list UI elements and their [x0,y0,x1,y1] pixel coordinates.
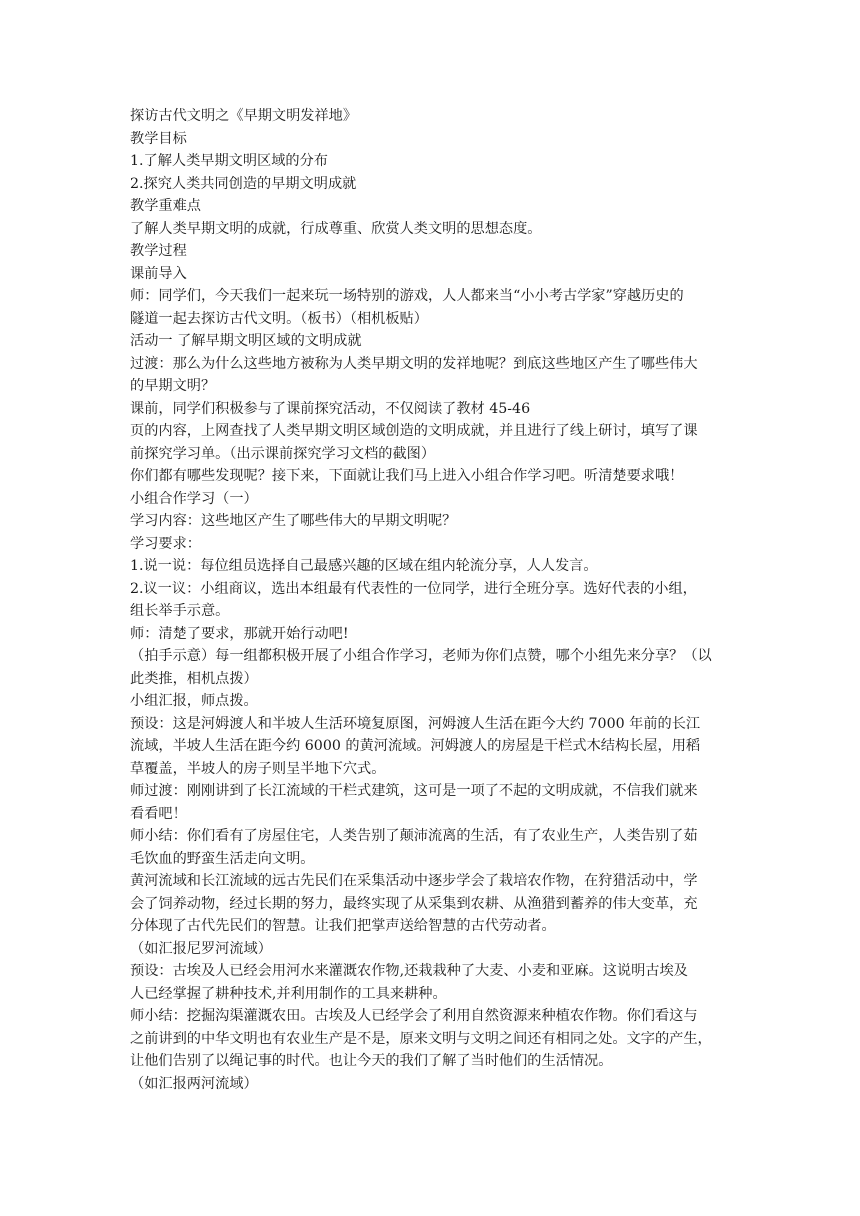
text-line: 师：清楚了要求，那就开始行动吧! [130,625,349,642]
text-line: 2.议一议：小组商议，选出本组最有代表性的一位同学，进行全班分享。选好代表的小组， [130,580,697,597]
text-line: 黄河流域和长江流域的远古先民们在采集活动中逐步学会了栽培农作物，在狩猎活动中，学 [130,873,698,889]
text-line: 预设：古埃及人已经会用河水来灌溉农作物,还栽栽种了大麦、小麦和亚麻。这说明古埃及 [130,963,688,979]
text-line: 前探究学习单。（出示课前探究学习文档的截图） [130,445,436,462]
text-line: 2.探究人类共同创造的早期文明成就 [130,175,357,192]
section-heading: 教学目标 [130,130,187,147]
text-line: 学习内容：这些地区产生了哪些伟大的早期文明呢？ [130,513,457,529]
text-line: 小组汇报，师点拨。 [130,693,258,709]
text-line: 课前，同学们积极参与了课前探究活动，不仅阅读了教材 45-46 [130,400,531,417]
section-heading: 教学重难点 [130,198,201,214]
text-line: 页的内容，上网查找了人类早期文明区域创造的文明成就，并且进行了线上研讨，填写了课 [130,423,698,439]
text-line: 流域，半坡人生活在距今约 6000 的黄河流域。河姆渡人的房屋是干栏式木结构长屋，用稻 [130,738,701,754]
text-line: 师：同学们，今天我们一起来玩一场特别的游戏，人人都来当“小小考古学家”穿越历史的 [130,288,684,304]
text-line: 师过渡：刚刚讲到了长江流域的干栏式建筑，这可是一项了不起的文明成就，不信我们就来 [130,783,698,799]
document-title: 探访古代文明之《早期文明发祥地》 [130,108,358,124]
text-line: （如汇报两河流域） [130,1075,258,1092]
text-line: 1.了解人类早期文明区域的分布 [130,153,328,169]
section-heading: 小组合作学习（一） [130,490,258,507]
text-line: 草覆盖，半坡人的房子则呈半地下穴式。 [130,760,386,777]
section-heading: 教学过程 [130,243,187,259]
text-line: 你们都有哪些发现呢？接下来，下面就让我们马上进入小组合作学习吧。听清楚要求哦！ [130,468,684,484]
text-line: 预设：这是河姆渡人和半坡人生活环境复原图，河姆渡人生活在距今大约 7000 年前的长江 [130,715,701,732]
document-body [130,105,734,1095]
text-line: 毛饮血的野蛮生活走向文明。 [130,850,315,867]
text-line: 隧道一起去探访古代文明。（板书）（相机板贴） [130,310,428,327]
text-line: 了解人类早期文明的成就，行成尊重、欣赏人类文明的思想态度。 [130,220,542,237]
text-line: 看看吧！ [130,805,187,822]
text-line: 师小结：你们看有了房屋住宅，人类告别了颠沛流离的生活，有了农业生产，人类告别了茹 [130,828,698,844]
text-line: 学习要求： [130,535,201,552]
text-line: （如汇报尼罗河流域） [130,940,272,957]
section-heading: 课前导入 [130,265,187,282]
text-line: 1.说一说：每位组员选择自己最感兴趣的区域在组内轮流分享，人人发言。 [130,558,598,574]
text-line: 人已经掌握了耕种技术,并利用制作的工具来耕种。 [130,985,447,1002]
text-line: 过渡：那么为什么这些地方被称为人类早期文明的发祥地呢？到底这些地区产生了哪些伟大 [130,355,698,372]
text-line: （拍手示意）每一组都积极开展了小组合作学习，老师为你们点赞，哪个小组先来分享？（以 [130,648,712,664]
text-line: 让他们告别了以绳记事的时代。也让今天的我们了解了当时他们的生活情况。 [130,1053,613,1069]
text-line: 此类推，相机点拨） [130,670,258,687]
text-line: 的早期文明？ [130,378,216,394]
text-line: 分体现了古代先民们的智慧。让我们把掌声送给智慧的古代劳动者。 [130,918,556,934]
text-line: 组长举手示意。 [130,603,230,619]
text-line: 师小结：挖掘沟渠灌溉农田。古埃及人已经学会了利用自然资源来种植农作物。你们看这与 [130,1008,698,1024]
section-heading: 活动一 了解早期文明区域的文明成就 [130,333,362,349]
text-line: 会了饲养动物，经过长期的努力，最终实现了从采集到农耕、从渔猎到蓄养的伟大变革，充 [130,895,698,912]
text-line: 之前讲到的中华文明也有农业生产是不是，原来文明与文明之间还有相同之处。文字的产生， [130,1030,712,1047]
